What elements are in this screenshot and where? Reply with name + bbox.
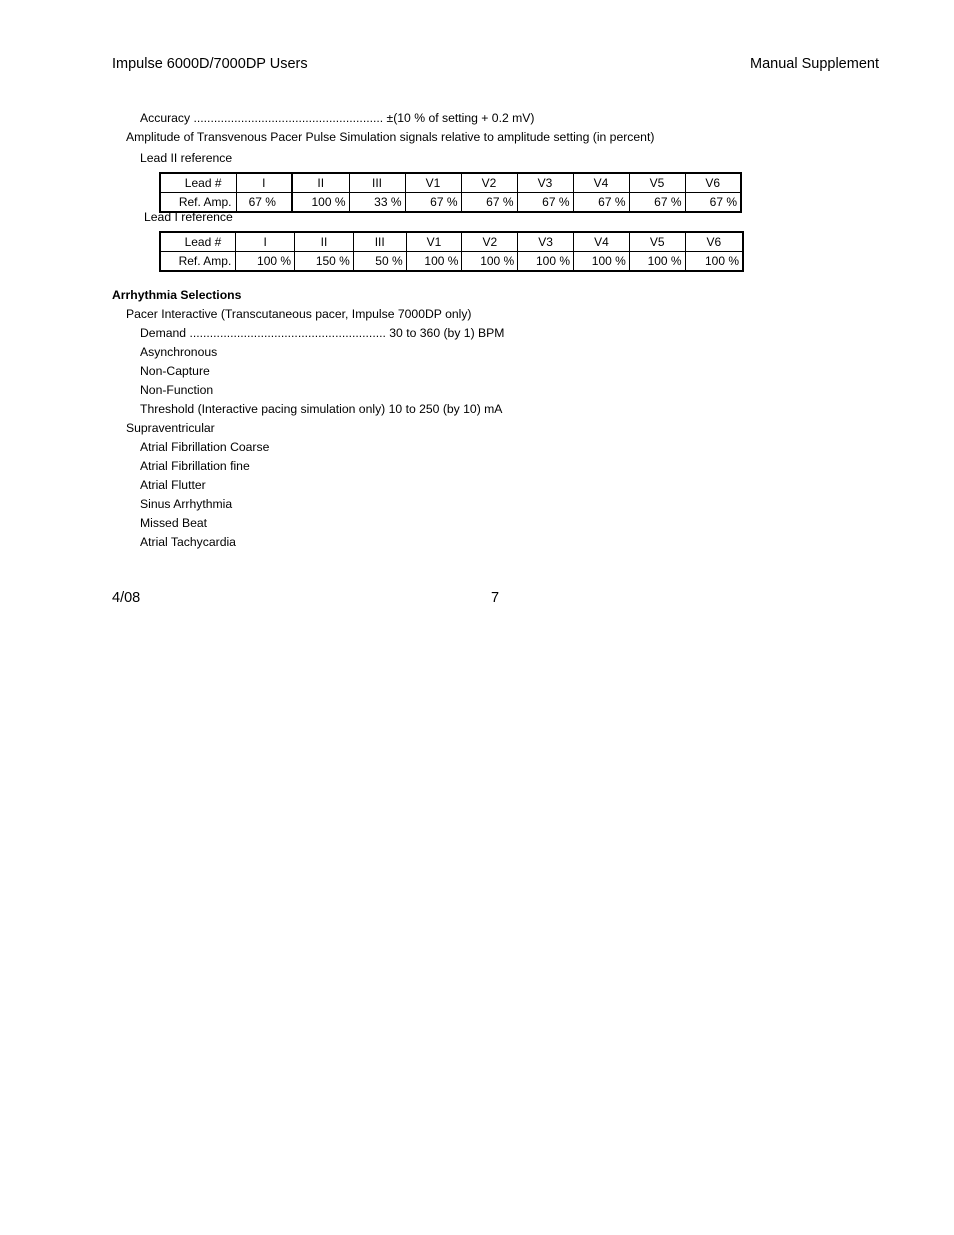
- list-item: Asynchronous: [140, 345, 218, 359]
- table-cell: 150 %: [295, 252, 354, 272]
- arrhythmia-title: Arrhythmia Selections: [112, 288, 242, 302]
- pacer-heading: Pacer Interactive (Transcutaneous pacer, Impulse 7000DP only): [126, 307, 472, 321]
- table-cell: 100 %: [406, 252, 462, 272]
- table-cell: V4: [573, 173, 629, 193]
- table-cell: 100 %: [685, 252, 743, 272]
- table-row: [160, 193, 741, 213]
- list-item: Sinus Arrhythmia: [140, 497, 233, 511]
- table-cell: 100 %: [518, 252, 574, 272]
- table-header-row: [160, 173, 741, 193]
- table-cell: I: [236, 232, 295, 252]
- demand-dots: ..........................................................: [189, 326, 386, 340]
- accuracy-line: [140, 111, 534, 125]
- table-cell: V3: [518, 232, 574, 252]
- table-cell: V3: [517, 173, 573, 193]
- list-item: Atrial Flutter: [140, 478, 206, 492]
- table-cell: V5: [629, 173, 685, 193]
- lead1-title: Lead I reference: [144, 210, 233, 224]
- table-cell: V1: [405, 173, 461, 193]
- table-cell: Ref. Amp.: [160, 193, 236, 213]
- table-cell: Lead #: [160, 173, 236, 193]
- list-item: Non-Function: [140, 383, 214, 397]
- threshold-line: [140, 402, 502, 416]
- table-cell: 67 %: [461, 193, 517, 213]
- table-cell: 67 %: [573, 193, 629, 213]
- threshold-value: 10 to 250 (by 10) mA: [388, 402, 503, 416]
- lead1-table: [159, 231, 744, 272]
- table-cell: 100 %: [292, 193, 349, 213]
- demand-label: Demand: [140, 326, 187, 340]
- list-item: Atrial Fibrillation Coarse: [140, 440, 270, 454]
- table-cell: 67 %: [685, 193, 741, 213]
- table-cell: II: [292, 173, 349, 193]
- table-cell: 67 %: [405, 193, 461, 213]
- table-cell: V1: [406, 232, 462, 252]
- table-cell: 33 %: [349, 193, 405, 213]
- table-cell: III: [353, 232, 406, 252]
- demand-line: [140, 326, 504, 340]
- table-cell: 100 %: [462, 252, 518, 272]
- table-cell: V5: [629, 232, 685, 252]
- header-title: Impulse 6000D/7000DP Users: [112, 56, 308, 72]
- table-cell: 100 %: [629, 252, 685, 272]
- lead2-table: [159, 172, 742, 213]
- list-item: Atrial Tachycardia: [140, 535, 236, 549]
- table-cell: Ref. Amp.: [160, 252, 236, 272]
- table-cell: 67 %: [629, 193, 685, 213]
- amplitude-heading: Amplitude of Transvenous Pacer Pulse Simulation signals relative to amplitude setting (in percent): [126, 130, 655, 144]
- table-cell: V6: [685, 173, 741, 193]
- header-subtitle: Manual Supplement: [750, 56, 879, 72]
- table-header-row: [160, 232, 743, 252]
- table-cell: I: [236, 173, 292, 193]
- supra-heading: Supraventricular: [126, 421, 215, 435]
- list-item: Non-Capture: [140, 364, 210, 378]
- demand-value: 30 to 360 (by 1) BPM: [389, 326, 505, 340]
- table-cell: 67 %: [517, 193, 573, 213]
- table-cell: 67 %: [236, 193, 292, 213]
- table-cell: 50 %: [353, 252, 406, 272]
- list-item: Missed Beat: [140, 516, 208, 530]
- table-cell: V2: [461, 173, 517, 193]
- accuracy-dots: ........................................................: [193, 111, 384, 125]
- footer-date: 4/08: [112, 590, 141, 606]
- table-cell: V2: [462, 232, 518, 252]
- table-cell: III: [349, 173, 405, 193]
- lead2-title: Lead II reference: [140, 151, 233, 165]
- page-number: 7: [491, 590, 500, 606]
- table-row: [160, 252, 743, 272]
- table-cell: 100 %: [574, 252, 630, 272]
- accuracy-value: ±(10 % of setting + 0.2 mV): [386, 111, 535, 125]
- accuracy-label: Accuracy: [140, 111, 191, 125]
- list-item: Atrial Fibrillation fine: [140, 459, 250, 473]
- table-cell: Lead #: [160, 232, 236, 252]
- table-cell: V6: [685, 232, 743, 252]
- table-cell: V4: [574, 232, 630, 252]
- table-cell: 100 %: [236, 252, 295, 272]
- table-cell: II: [295, 232, 354, 252]
- threshold-label: Threshold (Interactive pacing simulation only): [140, 402, 386, 416]
